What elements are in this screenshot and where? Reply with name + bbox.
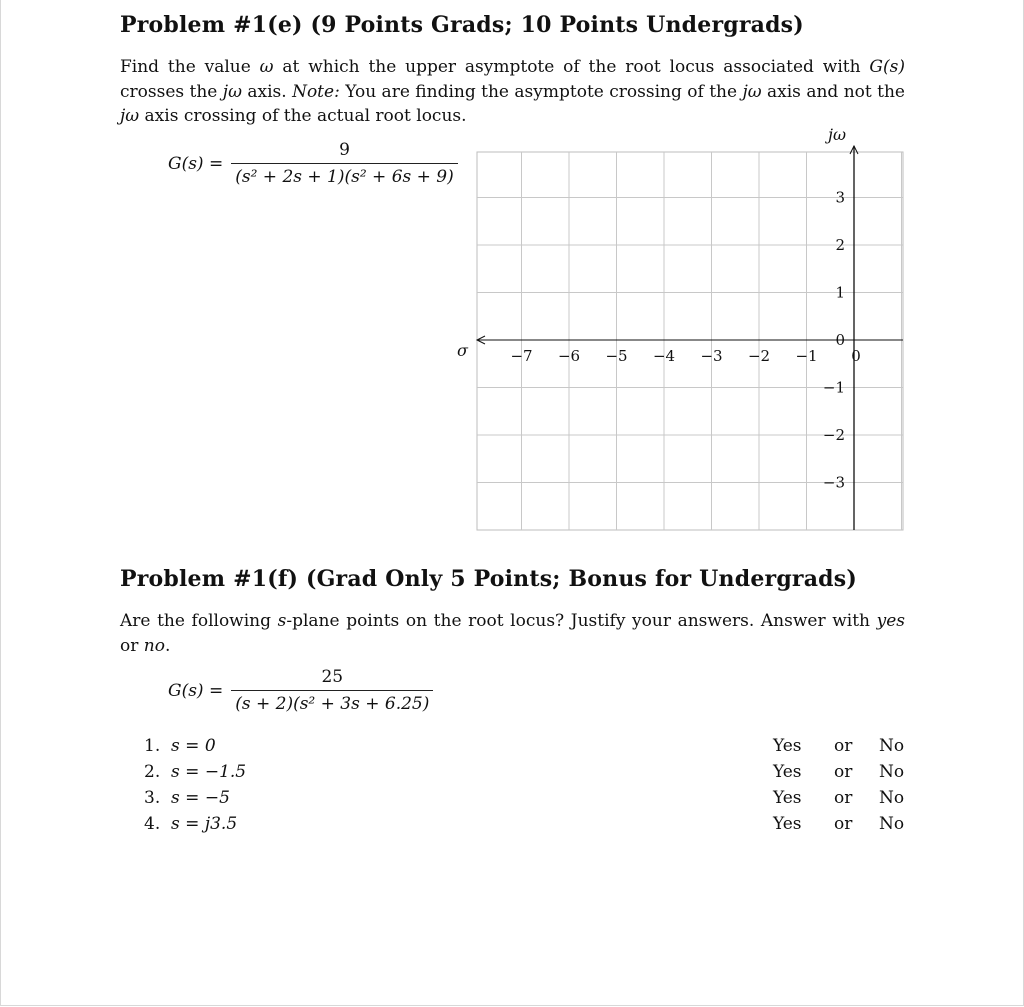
answer-or-3: or	[834, 788, 853, 808]
x-tick-label: −5	[605, 347, 628, 365]
transfer-function-f	[168, 667, 433, 714]
y-tick-label: −2	[822, 426, 845, 444]
x-tick-label: −3	[700, 347, 723, 365]
list-item-1: 1. s = 0	[144, 736, 216, 756]
y-tick-label: 3	[835, 188, 845, 207]
answer-or-1: or	[834, 736, 853, 756]
y-tick-label: 0	[835, 331, 845, 349]
root-locus-grid	[450, 122, 910, 534]
jw-axis-label: jω	[828, 125, 847, 144]
x-tick-label: 0	[851, 347, 861, 365]
note-label: Note:	[292, 81, 340, 102]
answer-or-4: or	[834, 814, 853, 834]
problem-f-text: Are the following s-plane points on the root locus? Justify your answers. Answer with yes or no.	[120, 611, 905, 656]
list-item-4: 4. s = j3.5	[144, 814, 238, 834]
answer-yes-1: Yes	[773, 736, 802, 756]
equation-numerator: 25	[321, 667, 344, 687]
equation-lhs: G(s) =	[168, 153, 224, 174]
equation-numerator: 9	[339, 140, 350, 160]
answer-yes-4: Yes	[773, 814, 802, 834]
x-tick-label: −1	[795, 347, 818, 365]
list-item-2: 2. s = −1.5	[144, 762, 247, 782]
x-tick-label: −7	[510, 347, 533, 365]
answer-no-3: No	[879, 788, 905, 808]
x-tick-label: −2	[747, 347, 771, 365]
answer-yes-3: Yes	[773, 788, 802, 808]
answer-no-1: No	[879, 736, 905, 756]
y-tick-label: 1	[835, 283, 845, 302]
list-item-3: 3. s = −5	[144, 788, 230, 808]
answer-or-2: or	[834, 762, 853, 782]
equation-denominator: (s + 2)(s² + 3s + 6.25)	[231, 690, 433, 714]
x-tick-label: −4	[652, 347, 676, 365]
answer-no-2: No	[879, 762, 905, 782]
problem-e-text: Find the value ω at which the upper asymptote of the root locus associated with G(s) crosses the jω axis. Note: You are finding the asymptote crossing of the jω axis and not the jω axis crossing of the actual root locus.	[120, 57, 905, 126]
problem-f-heading: Problem #1(f) (Grad Only 5 Points; Bonus for Undergrads)	[120, 566, 857, 592]
transfer-function-e	[168, 140, 458, 187]
sigma-axis-label: σ	[457, 341, 468, 360]
y-tick-label: −3	[822, 473, 845, 492]
equation-denominator: (s² + 2s + 1)(s² + 6s + 9)	[231, 163, 458, 187]
equation-lhs: G(s) =	[168, 680, 224, 701]
problem-e-heading: Problem #1(e) (9 Points Grads; 10 Points Undergrads)	[120, 12, 804, 38]
y-tick-label: 2	[835, 236, 845, 254]
x-tick-label: −6	[557, 347, 581, 365]
equation-fraction	[231, 667, 433, 714]
answer-yes-2: Yes	[773, 762, 802, 782]
y-tick-label: −1	[822, 378, 845, 397]
equation-fraction	[231, 140, 458, 187]
answer-no-4: No	[879, 814, 905, 834]
